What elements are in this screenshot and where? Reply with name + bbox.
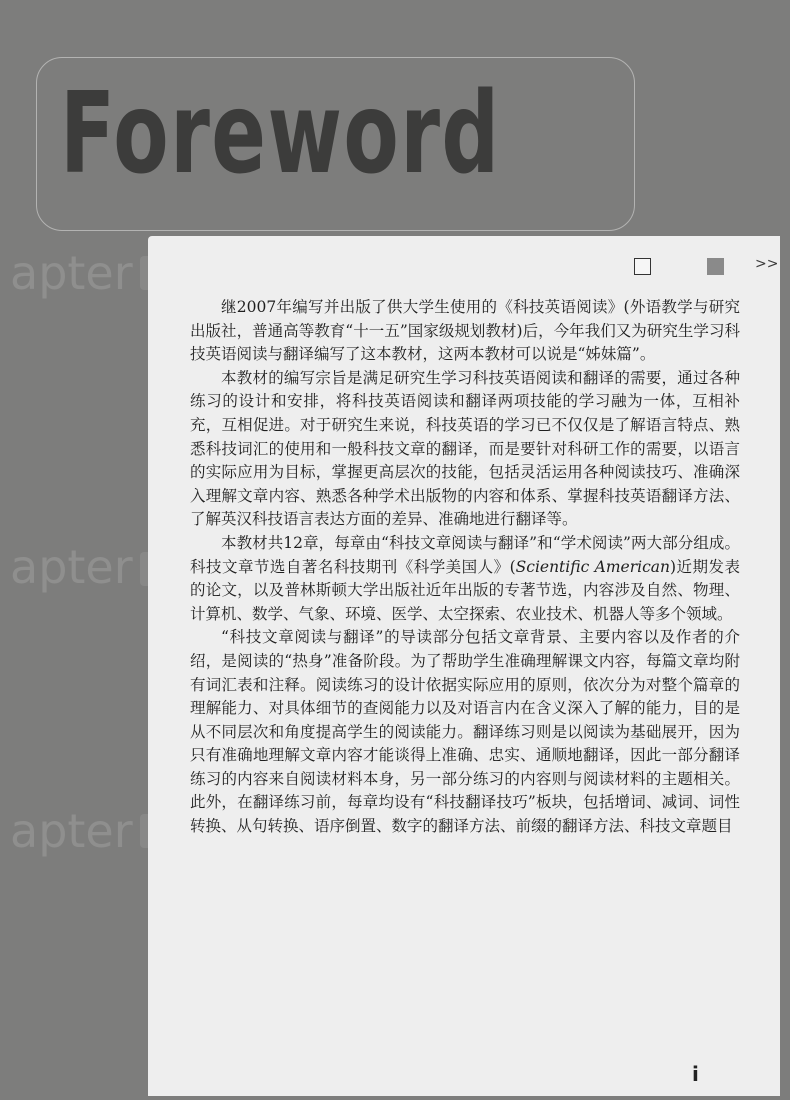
ghost-chapter-label: apter [10, 246, 133, 300]
page-number: i [692, 1062, 699, 1086]
ghost-chapter-label: apter [10, 804, 133, 858]
outline-square-icon [634, 258, 651, 275]
paragraph: 本教材的编写宗旨是满足研究生学习科技英语阅读和翻译的需要，通过各种练习的设计和安排，将科技英语阅读和翻译两项技能的学习融为一体，互相补充，互相促进。对于研究生来说，科技英语的学习已不仅仅是了解语言特点、熟悉科技词汇的使用和一般科技文章的翻译，而是要针对科研工作的需要，以语言的实际应用为目标，掌握更高层次的技能，包括灵活运用各种阅读技巧、准确深入理解文章内容、熟悉各种学术出版物的内容和体系、掌握科技英语翻译方法、了解英汉科技语言表达方面的差异、准确地进行翻译等。 [190, 368, 740, 529]
paragraph: 继2007年编写并出版了供大学生使用的《科技英语阅读》(外语教学与研究出版社，普通高等教育“十一五”国家级规划教材)后，今年我们又为研究生学习科技英语阅读与翻译编写了这本教材，这两本教材可以说是“姊妹篇”。 [190, 298, 740, 364]
filled-square-icon [707, 258, 724, 275]
foreword-body [190, 296, 740, 839]
chevron-right-icon: >> [755, 256, 779, 272]
ghost-chapter-label: apter [10, 540, 133, 594]
paragraph-text: )近期发表的论文，以及普林斯顿大学出版社近年出版的专著节选，内容涉及自然、物理、计算机、数学、气象、环境、医学、太空探索、农业技术、机器人等多个领域。 [190, 557, 740, 623]
paragraph [190, 532, 740, 626]
page-title: Foreword [60, 69, 501, 199]
paragraph-text: 本教材共12章，每章由“科技文章阅读与翻译”和“学术阅读”两大部分组成。科技文章节选自著名科技期刊《科学美国人》( [190, 533, 740, 576]
paragraph: “科技文章阅读与翻译”的导读部分包括文章背景、主要内容以及作者的介绍，是阅读的“热身”准备阶段。为了帮助学生准确理解课文内容，每篇文章均附有词汇表和注释。阅读练习的设计依据实际应用的原则，依次分为对整个篇章的理解能力、对具体细节的查阅能力以及对语言内在含义深入了解的能力，目的是从不同层次和角度提高学生的阅读能力。翻译练习则是以阅读为基础展开，因为只有准确地理解文章内容才能谈得上准确、忠实、通顺地翻译，因此一部分翻译练习的内容来自阅读材料本身，另一部分练习的内容则与阅读材料的主题相关。此外，在翻译练习前，每章均设有“科技翻译技巧”板块，包括增词、减词、词性转换、从句转换、语序倒置、数字的翻译方法、前缀的翻译方法、科技文章题目 [190, 628, 740, 836]
journal-name: Scientific American [515, 557, 670, 576]
